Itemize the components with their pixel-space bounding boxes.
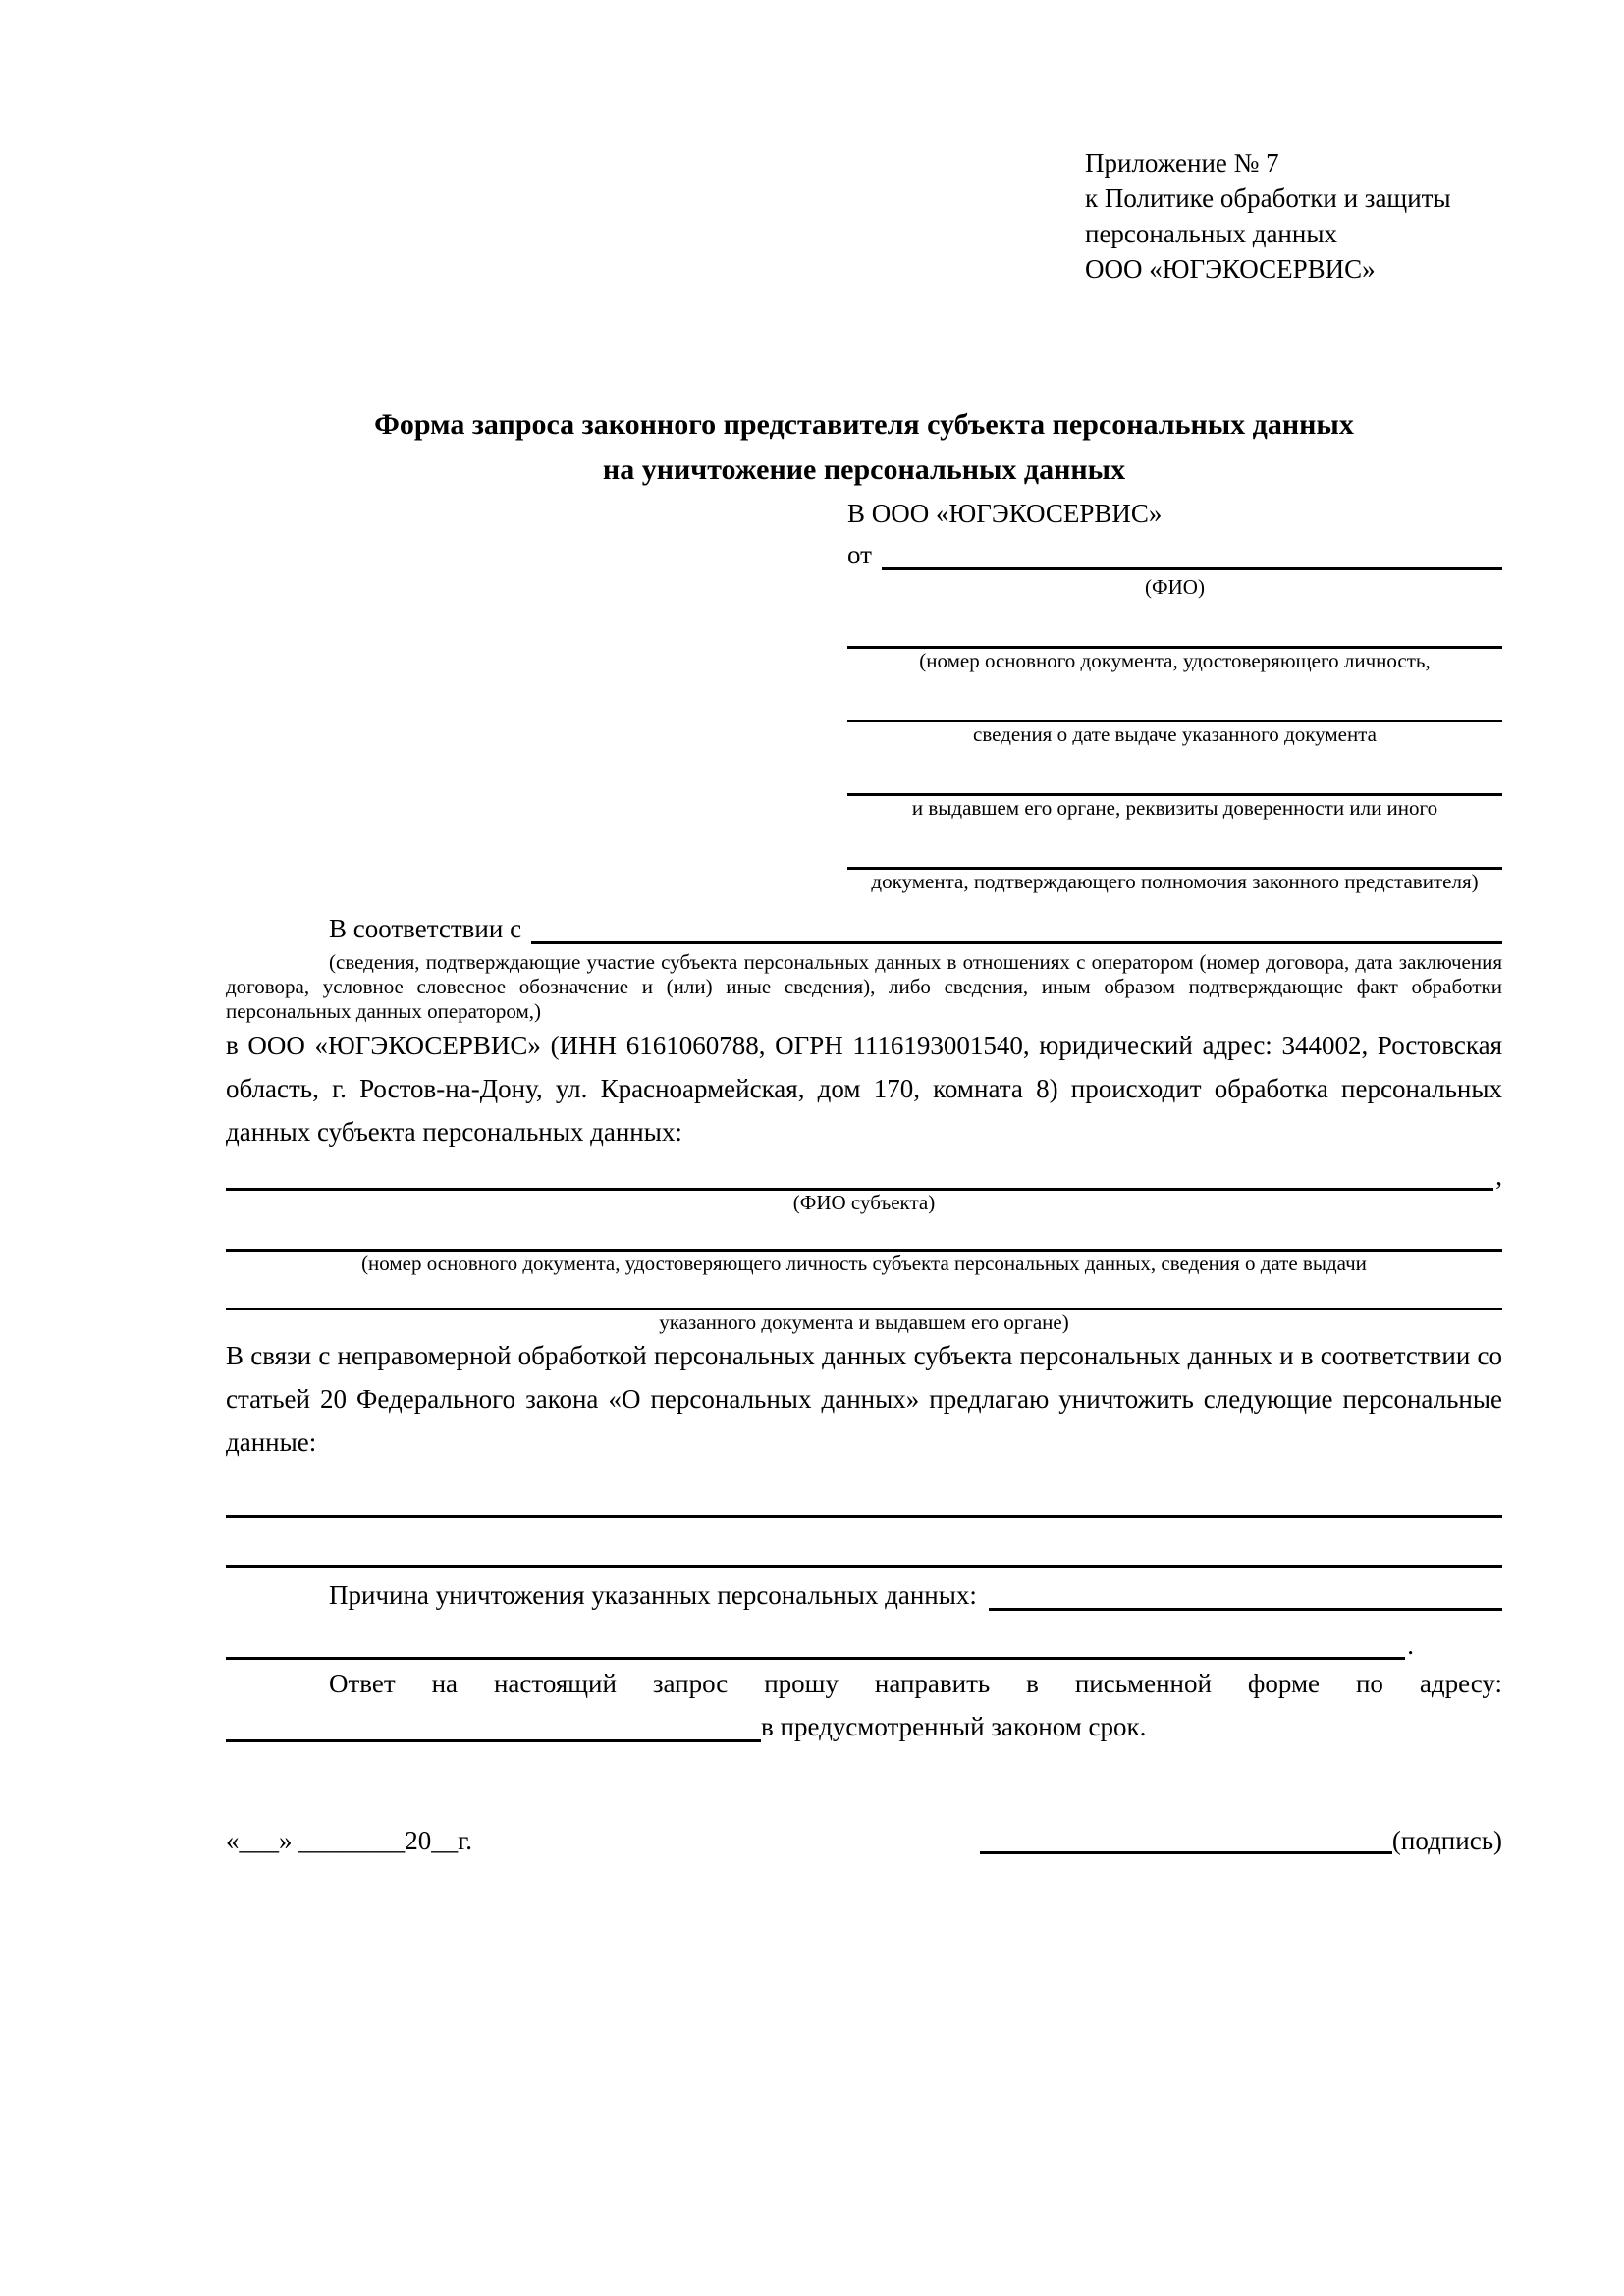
sentence-period: . [1407, 1630, 1414, 1660]
authority-caption: документа, подтверждающего полномочия законного представителя) [871, 870, 1479, 893]
appendix-header-line: ООО «ЮГЭКОСЕРВИС» [1085, 254, 1376, 284]
identity-blank-line [847, 599, 1502, 649]
accordance-note: (сведения, подтверждающие участие субъекта персональных данных в отношениях с оператором (номер договора, дата заключения договора, условное словесное обозначение и (или) иные сведения), либо сведения, иным образом подтверждающие факт обработки персональных данных оператором,) [226, 950, 1502, 1023]
reason-continuation-row [226, 1630, 1502, 1660]
form-title-line1: Форма запроса законного представителя субъекта персональных данных [374, 408, 1354, 441]
appendix-header-line: к Политике обработки и защиты [1085, 184, 1451, 213]
date-field: «___» ________20__г. [226, 1826, 473, 1855]
data-blank-line-1 [226, 1515, 1502, 1518]
fio-caption: (ФИО) [1145, 575, 1205, 599]
subject-doc-row-2 [226, 1289, 1502, 1310]
appendix-header-line: персональных данных [1085, 219, 1337, 248]
answer-tail: в предусмотренный законом срок. [761, 1712, 1147, 1741]
recipient-to: В ООО «ЮГЭКОСЕРВИС» [847, 499, 1163, 528]
subject-doc-caption-2: указанного документа и выдавшем его органе) [659, 1310, 1069, 1334]
subject-fio-caption: (ФИО субъекта) [792, 1191, 936, 1214]
issue-date-caption: сведения о дате выдаче указанного документа [973, 722, 1377, 746]
request-paragraph: В связи с неправомерной обработкой персональных данных субъекта персональных данных и в соответствии со статьей 20 Федерального закона «О персональных данных» предлагаю уничтожить следующие персональные данные: [226, 1341, 1502, 1457]
from-row [847, 534, 1502, 575]
signature-blank-line [980, 1851, 1392, 1854]
data-blank-line-2 [226, 1565, 1502, 1568]
authority-blank-line [847, 820, 1502, 870]
form-title [226, 402, 1502, 493]
accordance-blank-line [531, 907, 1502, 944]
form-title-line2: на уничтожение персональных данных [602, 454, 1126, 486]
reason-row [226, 1574, 1502, 1617]
address-blank-line [226, 1705, 761, 1742]
issuer-caption: и выдавшем его органе, реквизиты доверенности или иного [911, 796, 1438, 820]
accordance-row [226, 907, 1502, 950]
signature-block [980, 1821, 1502, 1860]
subject-doc-caption-1: (номер основного документа, удостоверяющего личность субъекта персональных данных, сведения о дате выдачи [361, 1252, 1367, 1275]
subject-doc-row [226, 1230, 1502, 1252]
appendix-header [1085, 145, 1502, 287]
reason-label: Причина уничтожения указанных персональных данных: [329, 1580, 977, 1610]
accordance-lead: В соответствии с [329, 914, 522, 943]
issue-date-blank-line [847, 672, 1502, 722]
subject-fio-comma: , [1495, 1161, 1502, 1191]
identity-caption: (номер основного документа, удостоверяющего личность, [919, 649, 1431, 672]
subject-fio-row [226, 1161, 1502, 1191]
issuer-blank-line [847, 746, 1502, 796]
from-label: от [847, 540, 872, 569]
recipient-block [847, 493, 1502, 893]
fio-blank-line [882, 534, 1502, 570]
reason-blank-line [989, 1574, 1502, 1611]
answer-address-row [226, 1705, 1502, 1748]
footer-row [226, 1821, 1502, 1860]
answer-paragraph: Ответ на настоящий запрос прошу направить в письменной форме по адресу: [329, 1669, 1502, 1698]
operator-paragraph: в ООО «ЮГЭКОСЕРВИС» (ИНН 6161060788, ОГРН 1116193001540, юридический адрес: 344002, Ростовская область, г. Ростов-на-Дону, ул. Красноармейская, дом 170, комната 8) происходит обработка персональных данных субъекта персональных данных: [226, 1031, 1502, 1147]
reason-blank-line-2 [226, 1657, 1405, 1660]
appendix-header-line: Приложение № 7 [1085, 148, 1279, 178]
signature-caption: (подпись) [1391, 1826, 1502, 1855]
